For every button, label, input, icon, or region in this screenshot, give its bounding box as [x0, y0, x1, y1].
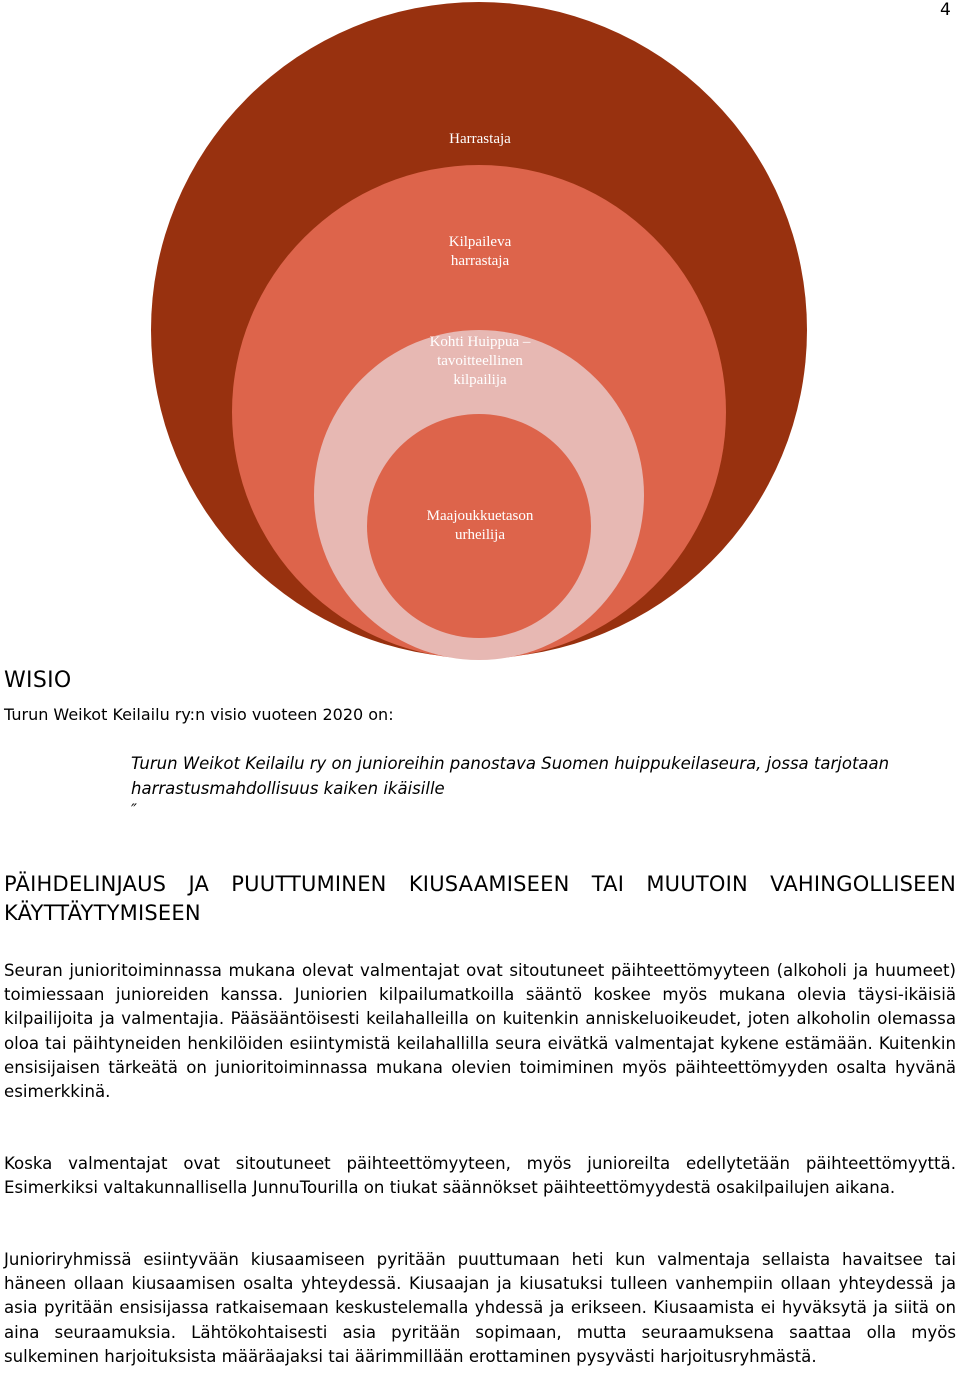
vision-intro: Turun Weikot Keilailu ry:n visio vuoteen 2020 on: — [4, 705, 394, 724]
ring-label-line: tavoitteellinen — [437, 353, 523, 369]
ring-label-line: Kilpaileva — [448, 234, 512, 250]
ring-label-text: Harrastaja — [449, 131, 511, 147]
ring-label-harrastaja — [380, 130, 580, 149]
ring-label-kohti-huippua — [380, 333, 580, 390]
ring-label-line: Maajoukkuetason — [426, 508, 534, 524]
policy-paragraph-1: Seuran junioritoiminnassa mukana olevat valmentajat ovat sitoutuneet päihteettömyyteen (alkoholi ja huumeet) toimiessaan junioreiden kanssa. Juniorien kilpailumatkoilla sääntö koskee myös mukana olevia täysi-ikäisiä kilpailijoita ja valmentajia. Pääsääntöisesti keilahalleilla on kuitenkin anniskeluoikeudet, joten alkoholin olemassa oloa tai päihtyneiden henkilöiden esiintymistä keilahallilla seura eivätkä valmentajat kykene estämään. Kuitenkin ensisijaisen tärkeätä on junioritoiminnassa mukana olevien toimiminen myös päihteettömyyden osalta hyvänä esimerkkinä. — [4, 961, 956, 1102]
quote-mark: ″ — [131, 800, 137, 819]
policy-paragraph-3: Junioriryhmissä esiintyvään kiusaamiseen pyritään puuttumaan heti kun valmentaja sellaista havaitsee tai häneen ollaan kiusaamisen osalta yhteydessä. Kiusaajan ja kiusatuksi tulleen vanhempiin ollaan yhteydessä ja asia pyritään ensisijassa ratkaisemaan keskustelemalla yhdessä ja erikseen. Kiusaamista ei hyväksytä ja siitä on aina seuraamuksia. Lähtökohtaisesti asia pyritään sopimaan, mutta seuraamuksena saattaa olla myös sulkeminen harjoituksista määräajaksi tai äärimmillään erottaminen pysyvästi harjoitusryhmästä. — [4, 1250, 956, 1366]
policy-heading: PÄIHDELINJAUS JA PUUTTUMINEN KIUSAAMISEEN TAI MUUTOIN VAHINGOLLISEEN KÄYTTÄYTYMISEEN — [4, 872, 956, 925]
vision-title: WISIO — [4, 668, 72, 693]
ring-label-line: urheilija — [455, 527, 505, 543]
ring-label-line: harrastaja — [450, 253, 510, 269]
vision-quote: Turun Weikot Keilailu ry on junioreihin panostava Suomen huippukeilaseura, jossa tarjotaan harrastusmahdollisuus kaiken ikäisille — [131, 754, 890, 798]
ring-label-line: kilpailija — [453, 372, 507, 388]
page-number: 4 — [940, 0, 951, 20]
ring-label-line: Kohti Huippua – — [429, 334, 531, 350]
nested-circles-diagram — [0, 0, 960, 660]
ring-label-maajoukkue — [380, 507, 580, 545]
diagram-svg — [0, 0, 960, 660]
ring-label-kilpaileva — [380, 233, 580, 271]
policy-paragraph-2: Koska valmentajat ovat sitoutuneet päihteettömyyteen, myös junioreilta edellytetään päihteettömyyttä. Esimerkiksi valtakunnallisella JunnuTourilla on tiukat säännökset päihteettömyydestä osakilpailujen aikana. — [4, 1154, 956, 1198]
